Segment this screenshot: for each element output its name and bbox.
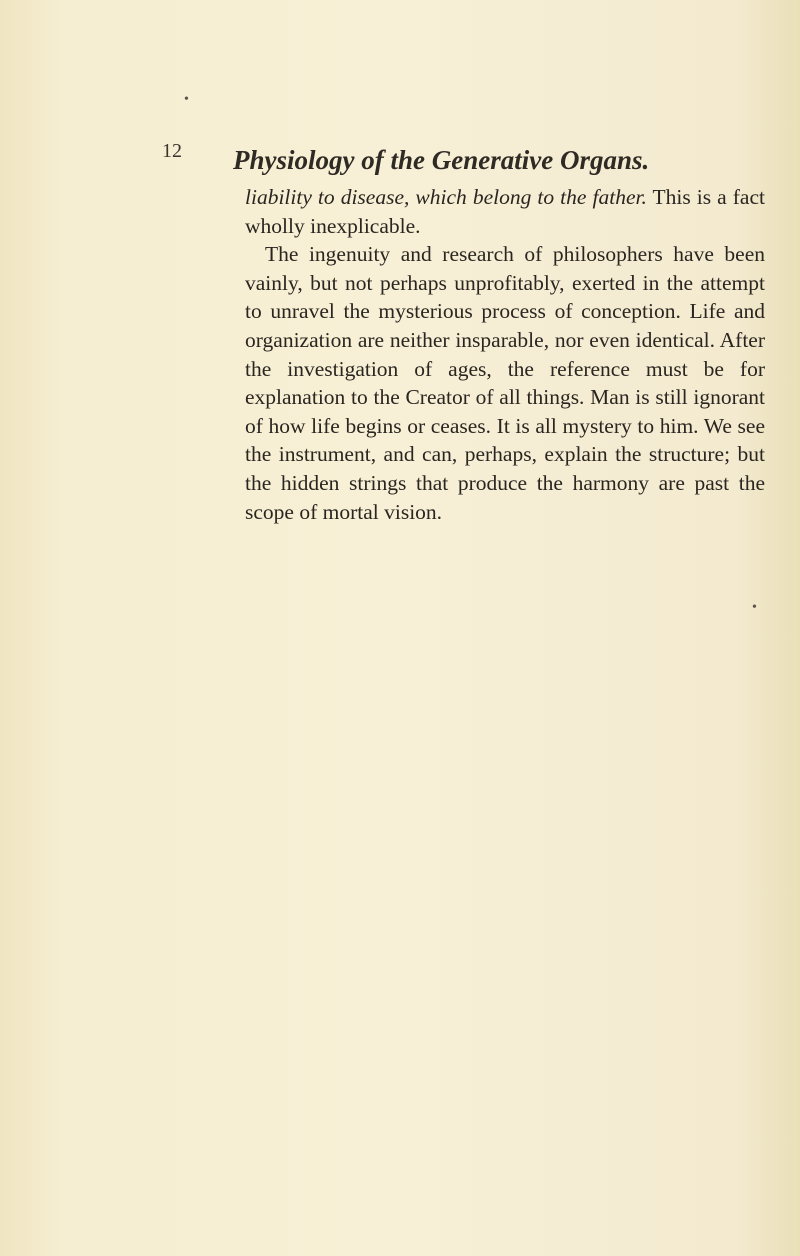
paragraph-1-rest: This is a fact wholly inexplicable. — [245, 185, 765, 238]
running-head: Physiology of the Generative Organs. — [233, 145, 650, 175]
speck-mark: • — [752, 600, 757, 615]
body-text — [245, 183, 765, 526]
page-number: 12 — [162, 140, 182, 162]
paragraph-1-italic: liability to disease, which belong to the father. — [245, 185, 647, 209]
paragraph-1 — [245, 183, 765, 240]
paragraph-2: The ingenuity and research of philosophers have been vainly, but not perhaps unprofitably, exerted in the attempt to unravel the mysterious process of conception. Life and organization are neither insparable, nor even identical. After the investigation of ages, the reference must be for explanation to the Creator of all things. Man is still ignorant of how life begins or ceases. It is all mystery to him. We see the instrument, and can, perhaps, explain the structure; but the hidden strings that produce the harmony are past the scope of mortal vision. — [245, 242, 765, 524]
speck-mark: • — [184, 92, 189, 107]
